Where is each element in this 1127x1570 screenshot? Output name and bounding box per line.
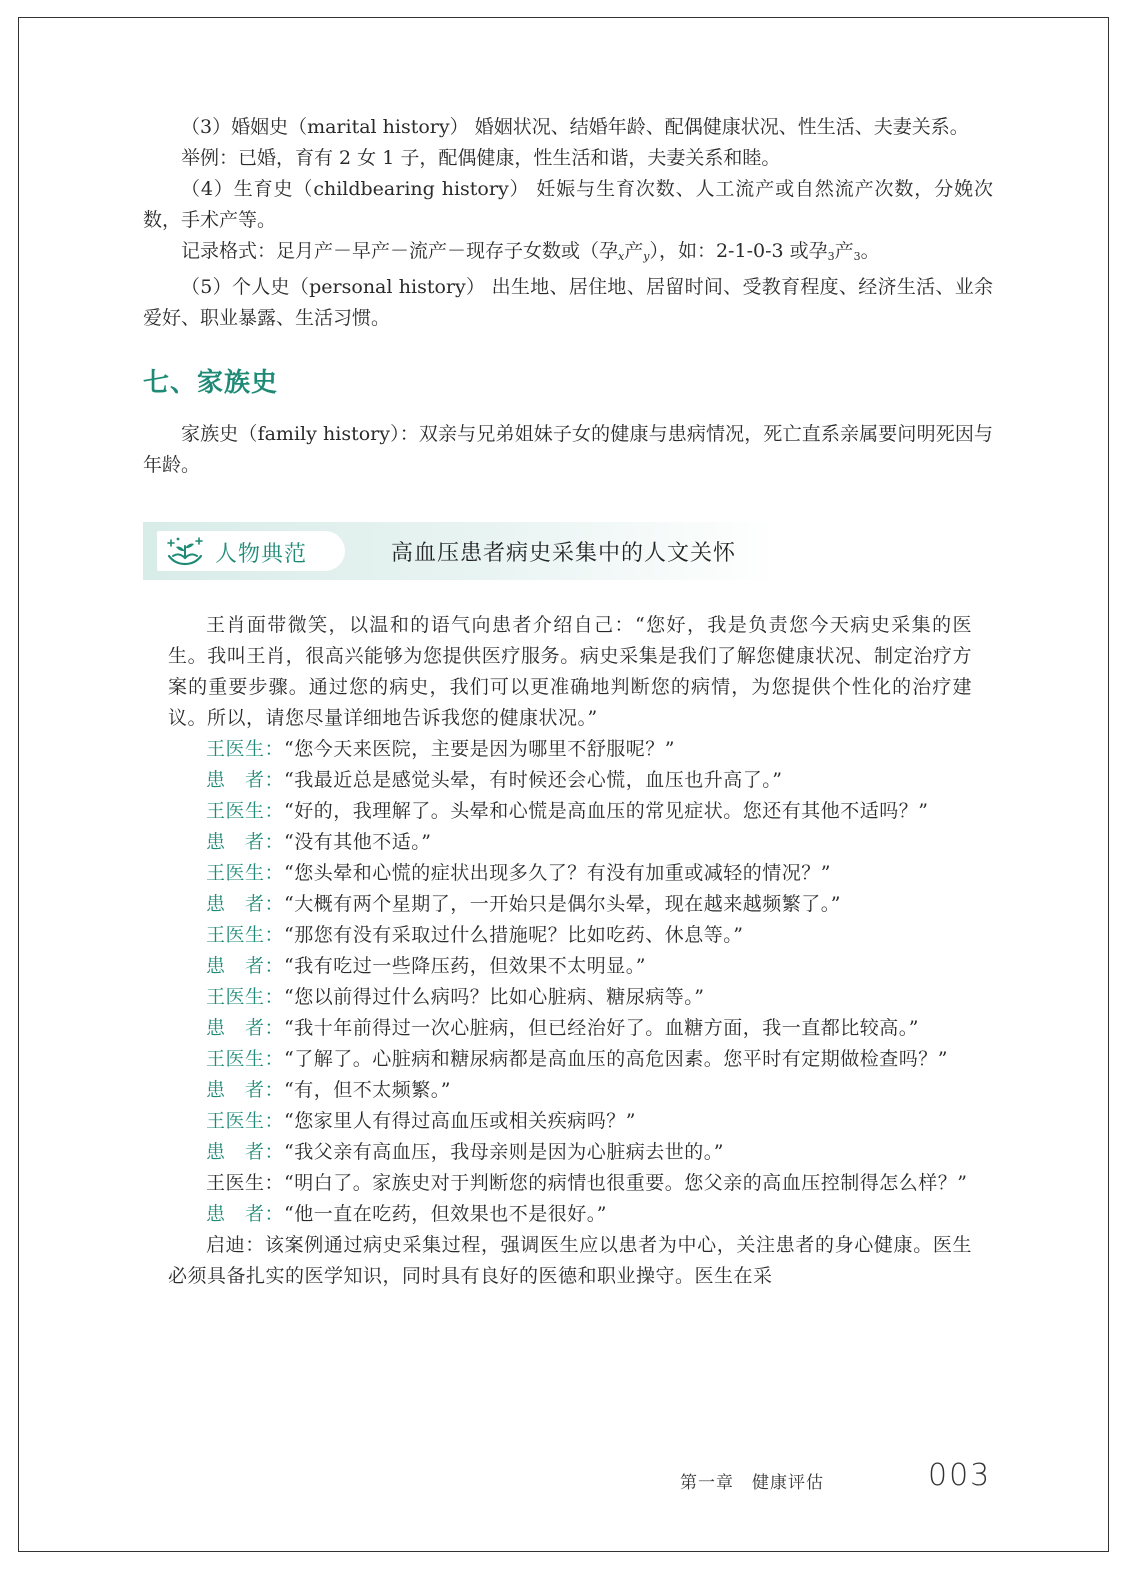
marital-history-label: （3）婚姻史（marital history） <box>181 116 469 138</box>
subscript-3b: 3 <box>853 250 861 263</box>
speaker-label: 王医生： <box>206 1048 285 1070</box>
dialogue-text: “您头晕和心慌的症状出现多久了？有没有加重或减轻的情况？” <box>284 862 831 884</box>
page-number: 003 <box>928 1458 992 1493</box>
speaker-label: 王医生： <box>206 924 285 946</box>
speaker-label: 患 者： <box>206 831 285 853</box>
dialogue-text: “明白了。家族史对于判断您的病情也很重要。您父亲的高血压控制得怎么样？” <box>284 1172 968 1194</box>
childbearing-history-paragraph <box>143 174 993 236</box>
dialogue-text: “您今天来医院，主要是因为哪里不舒服呢？” <box>284 738 675 760</box>
record-format <box>143 236 993 272</box>
marital-example: 举例：已婚，育有 2 女 1 子，配偶健康，性生活和谐，夫妻关系和睦。 <box>181 147 781 169</box>
story-conclusion: 启迪：该案例通过病史采集过程，强调医生应以患者为中心，关注患者的身心健康。医生必须具备扎实的医学知识，同时具有良好的医德和职业操守。医生在采 <box>168 1234 972 1287</box>
dialogue-line <box>168 1199 972 1230</box>
dialogue-line <box>168 734 972 765</box>
dialogue-text: “您以前得过什么病吗？比如心脏病、糖尿病等。” <box>284 986 705 1008</box>
page-frame-right <box>1108 17 1109 1552</box>
dialogue-text: “我十年前得过一次心脏病，但已经治好了。血糖方面，我一直都比较高。” <box>284 1017 919 1039</box>
personal-history-text: 出生地、居住地、居留时间、受教育程度、经济生活、业余爱好、职业暴露、生活习惯。 <box>143 276 993 329</box>
dialogue-line <box>168 1075 972 1106</box>
dialogue-text: “我最近总是感觉头晕，有时候还会心慌，血压也升高了。” <box>284 769 783 791</box>
story-intro: 王肖面带微笑，以温和的语气向患者介绍自己：“您好，我是负责您今天病史采集的医生。我叫王肖，很高兴能够为您提供医疗服务。病史采集是我们了解您健康状况、制定治疗方案的重要步骤。通过您的病史，我们可以更准确地判断您的病情，为您提供个性化的治疗建议。所以，请您尽量详细地告诉我您的健康状况。” <box>168 614 972 729</box>
dialogue-text: “大概有两个星期了，一开始只是偶尔头晕，现在越来越频繁了。” <box>284 893 841 915</box>
banner-tag <box>157 531 345 571</box>
personal-history-paragraph <box>143 272 993 334</box>
dialogue-text: “了解了。心脏病和糖尿病都是高血压的高危因素。您平时有定期做检查吗？” <box>284 1048 948 1070</box>
dialogue-line <box>168 1013 972 1044</box>
speaker-label: 王医生： <box>206 1110 285 1132</box>
dialogue-line <box>168 920 972 951</box>
speaker-label: 患 者： <box>206 1203 285 1225</box>
dialogue-line <box>168 982 972 1013</box>
page-frame-bottom <box>18 1551 1109 1552</box>
dialogue-line <box>168 858 972 889</box>
dialogue-line <box>168 1106 972 1137</box>
speaker-label: 患 者： <box>206 893 285 915</box>
main-content <box>143 112 993 481</box>
subscript-3a: 3 <box>827 250 835 263</box>
dialogue-line <box>168 1137 972 1168</box>
subscript-y: y <box>643 250 650 263</box>
speaker-label: 患 者： <box>206 1079 285 1101</box>
speaker-label: 患 者： <box>206 769 285 791</box>
record-format-prefix: 记录格式：足月产－早产－流产－现存子女数或（孕 <box>181 240 619 262</box>
dialogue-line <box>168 827 972 858</box>
personal-history-label: （5）个人史（personal history） <box>181 276 486 298</box>
dialogue-line <box>168 796 972 827</box>
banner-title: 高血压患者病史采集中的人文关怀 <box>391 541 737 566</box>
page-frame-left <box>18 17 19 1552</box>
dialogue-line <box>168 1168 972 1199</box>
dialogue-text: “有，但不太频繁。” <box>284 1079 451 1101</box>
banner-tag-label: 人物典范 <box>215 542 308 567</box>
subscript-x: x <box>618 250 625 263</box>
feature-banner <box>143 522 779 580</box>
childbearing-history-text: 妊娠与生育次数、人工流产或自然流产次数，分娩次数，手术产等。 <box>143 178 993 231</box>
section-title-family-history: 七、家族史 <box>143 368 279 398</box>
speaker-label: 患 者： <box>206 1017 285 1039</box>
family-history-paragraph: 家族史（family history）：双亲与兄弟姐妹子女的健康与患病情况，死亡直系亲属要问明死因与年龄。 <box>143 423 993 476</box>
page-frame-top <box>18 17 1109 18</box>
dialogue-list <box>168 734 972 1230</box>
dialogue-text: “他一直在吃药，但效果也不是很好。” <box>284 1203 607 1225</box>
childbearing-history-label: （4）生育史（childbearing history） <box>181 178 530 200</box>
dialogue-text: “我有吃过一些降压药，但效果不太明显。” <box>284 955 646 977</box>
speaker-label: 王医生： <box>206 986 285 1008</box>
record-format-end: 。 <box>860 240 880 262</box>
dialogue-text: “没有其他不适。” <box>284 831 432 853</box>
speaker-label: 患 者： <box>206 955 285 977</box>
dialogue-text: “您家里人有得过高血压或相关疾病吗？” <box>284 1110 636 1132</box>
speaker-label: 患 者： <box>206 1141 285 1163</box>
hands-sparkle-icon <box>165 534 205 568</box>
dialogue-line <box>168 951 972 982</box>
dialogue-text: “好的，我理解了。头晕和心慌是高血压的常见症状。您还有其他不适吗？” <box>284 800 929 822</box>
marital-history-text: 婚姻状况、结婚年龄、配偶健康状况、性生活、夫妻关系。 <box>474 116 969 138</box>
marital-history-paragraph <box>143 112 993 143</box>
dialogue-text: “那您有没有采取过什么措施呢？比如吃药、休息等。” <box>284 924 744 946</box>
speaker-label: 王医生： <box>206 862 285 884</box>
record-format-mid2: 产 <box>834 240 854 262</box>
dialogue-text: “我父亲有高血压，我母亲则是因为心脏病去世的。” <box>284 1141 724 1163</box>
footer-chapter: 第一章 健康评估 <box>680 1473 824 1493</box>
dialogue-line <box>168 1044 972 1075</box>
speaker-label: 王医生： <box>206 738 285 760</box>
dialogue-line <box>168 889 972 920</box>
speaker-label: 王医生： <box>206 800 285 822</box>
speaker-label: 王医生： <box>206 1172 285 1194</box>
record-format-suffix: ），如：2-1-0-3 或孕 <box>649 240 828 262</box>
story-section <box>168 610 972 1292</box>
dialogue-line <box>168 765 972 796</box>
record-format-mid: 产 <box>624 240 644 262</box>
